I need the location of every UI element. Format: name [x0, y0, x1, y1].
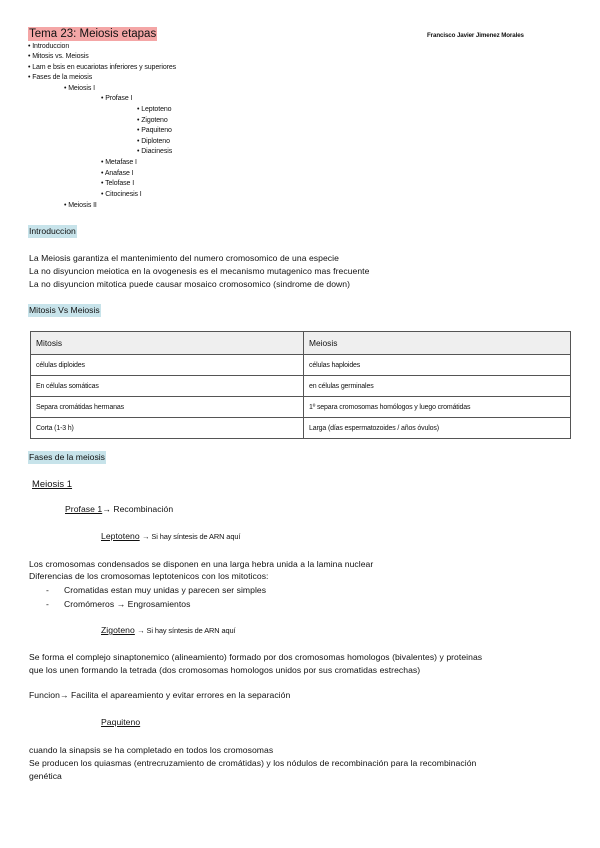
toc-item: • Fases de la meiosis: [28, 74, 93, 81]
table-cell: Separa cromátidas hermanas: [31, 397, 304, 418]
leptoteno-bullet: - Cromómeros → Engrosamientos: [46, 599, 191, 609]
leptoteno-text: Los cromosomas condensados se disponen en una larga hebra unida a la lamina nuclear: [29, 559, 374, 569]
table-cell: células diploides: [31, 355, 304, 376]
table-cell: 1º separa cromosomas homólogos y luego cromátidas: [304, 397, 571, 418]
leptoteno-text: Diferencias de los cromosomas leptotenicos con los mitoticos:: [29, 571, 269, 581]
table-cell: En células somáticas: [31, 376, 304, 397]
paquiteno-text: Se producen los quiasmas (entrecruzamiento de cromátidas) y los nódulos de recombinación para la recombinación: [29, 758, 477, 768]
table-header-row: [31, 332, 571, 355]
toc-item-phase: • Metafase I: [101, 159, 137, 166]
table-cell: células haploides: [304, 355, 571, 376]
table-cell: en células germinales: [304, 376, 571, 397]
table-cell: Larga (días espermatozoides / años óvulos): [304, 418, 571, 439]
toc-item-phase: • Anafase I: [101, 170, 134, 177]
phases-heading: Fases de la meiosis: [29, 452, 105, 462]
toc-item-stage: • Leptoteno: [137, 106, 172, 113]
intro-line: La no disyuncion meiotica en la ovogenesis es el mecanismo mutagenico mas frecuente: [29, 266, 370, 276]
column-header: Mitosis: [31, 332, 304, 355]
intro-heading: Introduccion: [29, 226, 76, 236]
column-header: Meiosis: [304, 332, 571, 355]
meiosis-1-title: Meiosis 1: [32, 478, 73, 489]
table-row: [31, 355, 571, 376]
leptoteno-line: [101, 530, 240, 543]
toc-item-phase: • Citocinesis I: [101, 191, 142, 198]
zigoteno-text: Se forma el complejo sinaptonemico (alineamiento) formado por dos cromosomas homologos (bivalentes) y proteinas: [29, 652, 483, 662]
zigoteno-line: [101, 624, 235, 637]
toc-item-phase: • Telofase I: [101, 180, 135, 187]
toc-item: • Lam e bsis en eucariotas inferiores y superiores: [28, 64, 177, 71]
leptoteno-title: Leptoteno: [101, 531, 140, 541]
profase-line: [65, 503, 173, 515]
page-title: Tema 23: Meiosis etapas: [29, 28, 157, 40]
table-row: [31, 418, 571, 439]
paquiteno-title: Paquiteno: [101, 717, 141, 727]
toc-item-stage: • Diacinesis: [137, 148, 173, 155]
paquiteno-text: genética: [29, 771, 62, 781]
zigoteno-function: Funcion→ Facilita el apareamiento y evitar errores en la separación: [29, 690, 291, 700]
profase-suffix: → Recombinación: [102, 504, 174, 514]
table-cell: Corta (1-3 h): [31, 418, 304, 439]
table-row: [31, 397, 571, 418]
zigoteno-suffix: → Si hay síntesis de ARN aquí: [137, 626, 236, 635]
toc-item-meiosis-2: • Meiosis II: [64, 202, 97, 209]
toc-item: • Introduccion: [28, 43, 70, 50]
toc-item-meiosis-1: • Meiosis I: [64, 85, 95, 92]
toc-item-profase: • Profase I: [101, 95, 133, 102]
leptoteno-suffix: → Si hay síntesis de ARN aquí: [142, 532, 241, 541]
table-row: [31, 376, 571, 397]
toc-item: • Mitosis vs. Meiosis: [28, 53, 89, 60]
author-name: Francisco Javier Jimenez Morales: [427, 32, 524, 39]
paquiteno-text: cuando la sinapsis se ha completado en todos los cromosomas: [29, 745, 274, 755]
intro-line: La no disyuncion mitotica puede causar mosaico cromosomico (sindrome de down): [29, 279, 351, 289]
profase-title: Profase 1: [65, 504, 103, 514]
toc-item-stage: • Zigoteno: [137, 117, 168, 124]
zigoteno-title: Zigoteno: [101, 625, 135, 635]
comparison-table: [30, 331, 571, 439]
leptoteno-bullet: - Cromatidas estan muy unidas y parecen ser simples: [46, 585, 267, 595]
toc-item-stage: • Paquiteno: [137, 127, 172, 134]
intro-line: La Meiosis garantiza el mantenimiento del numero cromosomico de una especie: [29, 253, 339, 263]
comparison-heading: Mitosis Vs Meiosis: [29, 305, 100, 315]
zigoteno-text: que los unen formando la tetrada (dos cromosomas homologos unidos por sus cromatidas estrechas): [29, 665, 421, 675]
toc-item-stage: • Diploteno: [137, 138, 170, 145]
